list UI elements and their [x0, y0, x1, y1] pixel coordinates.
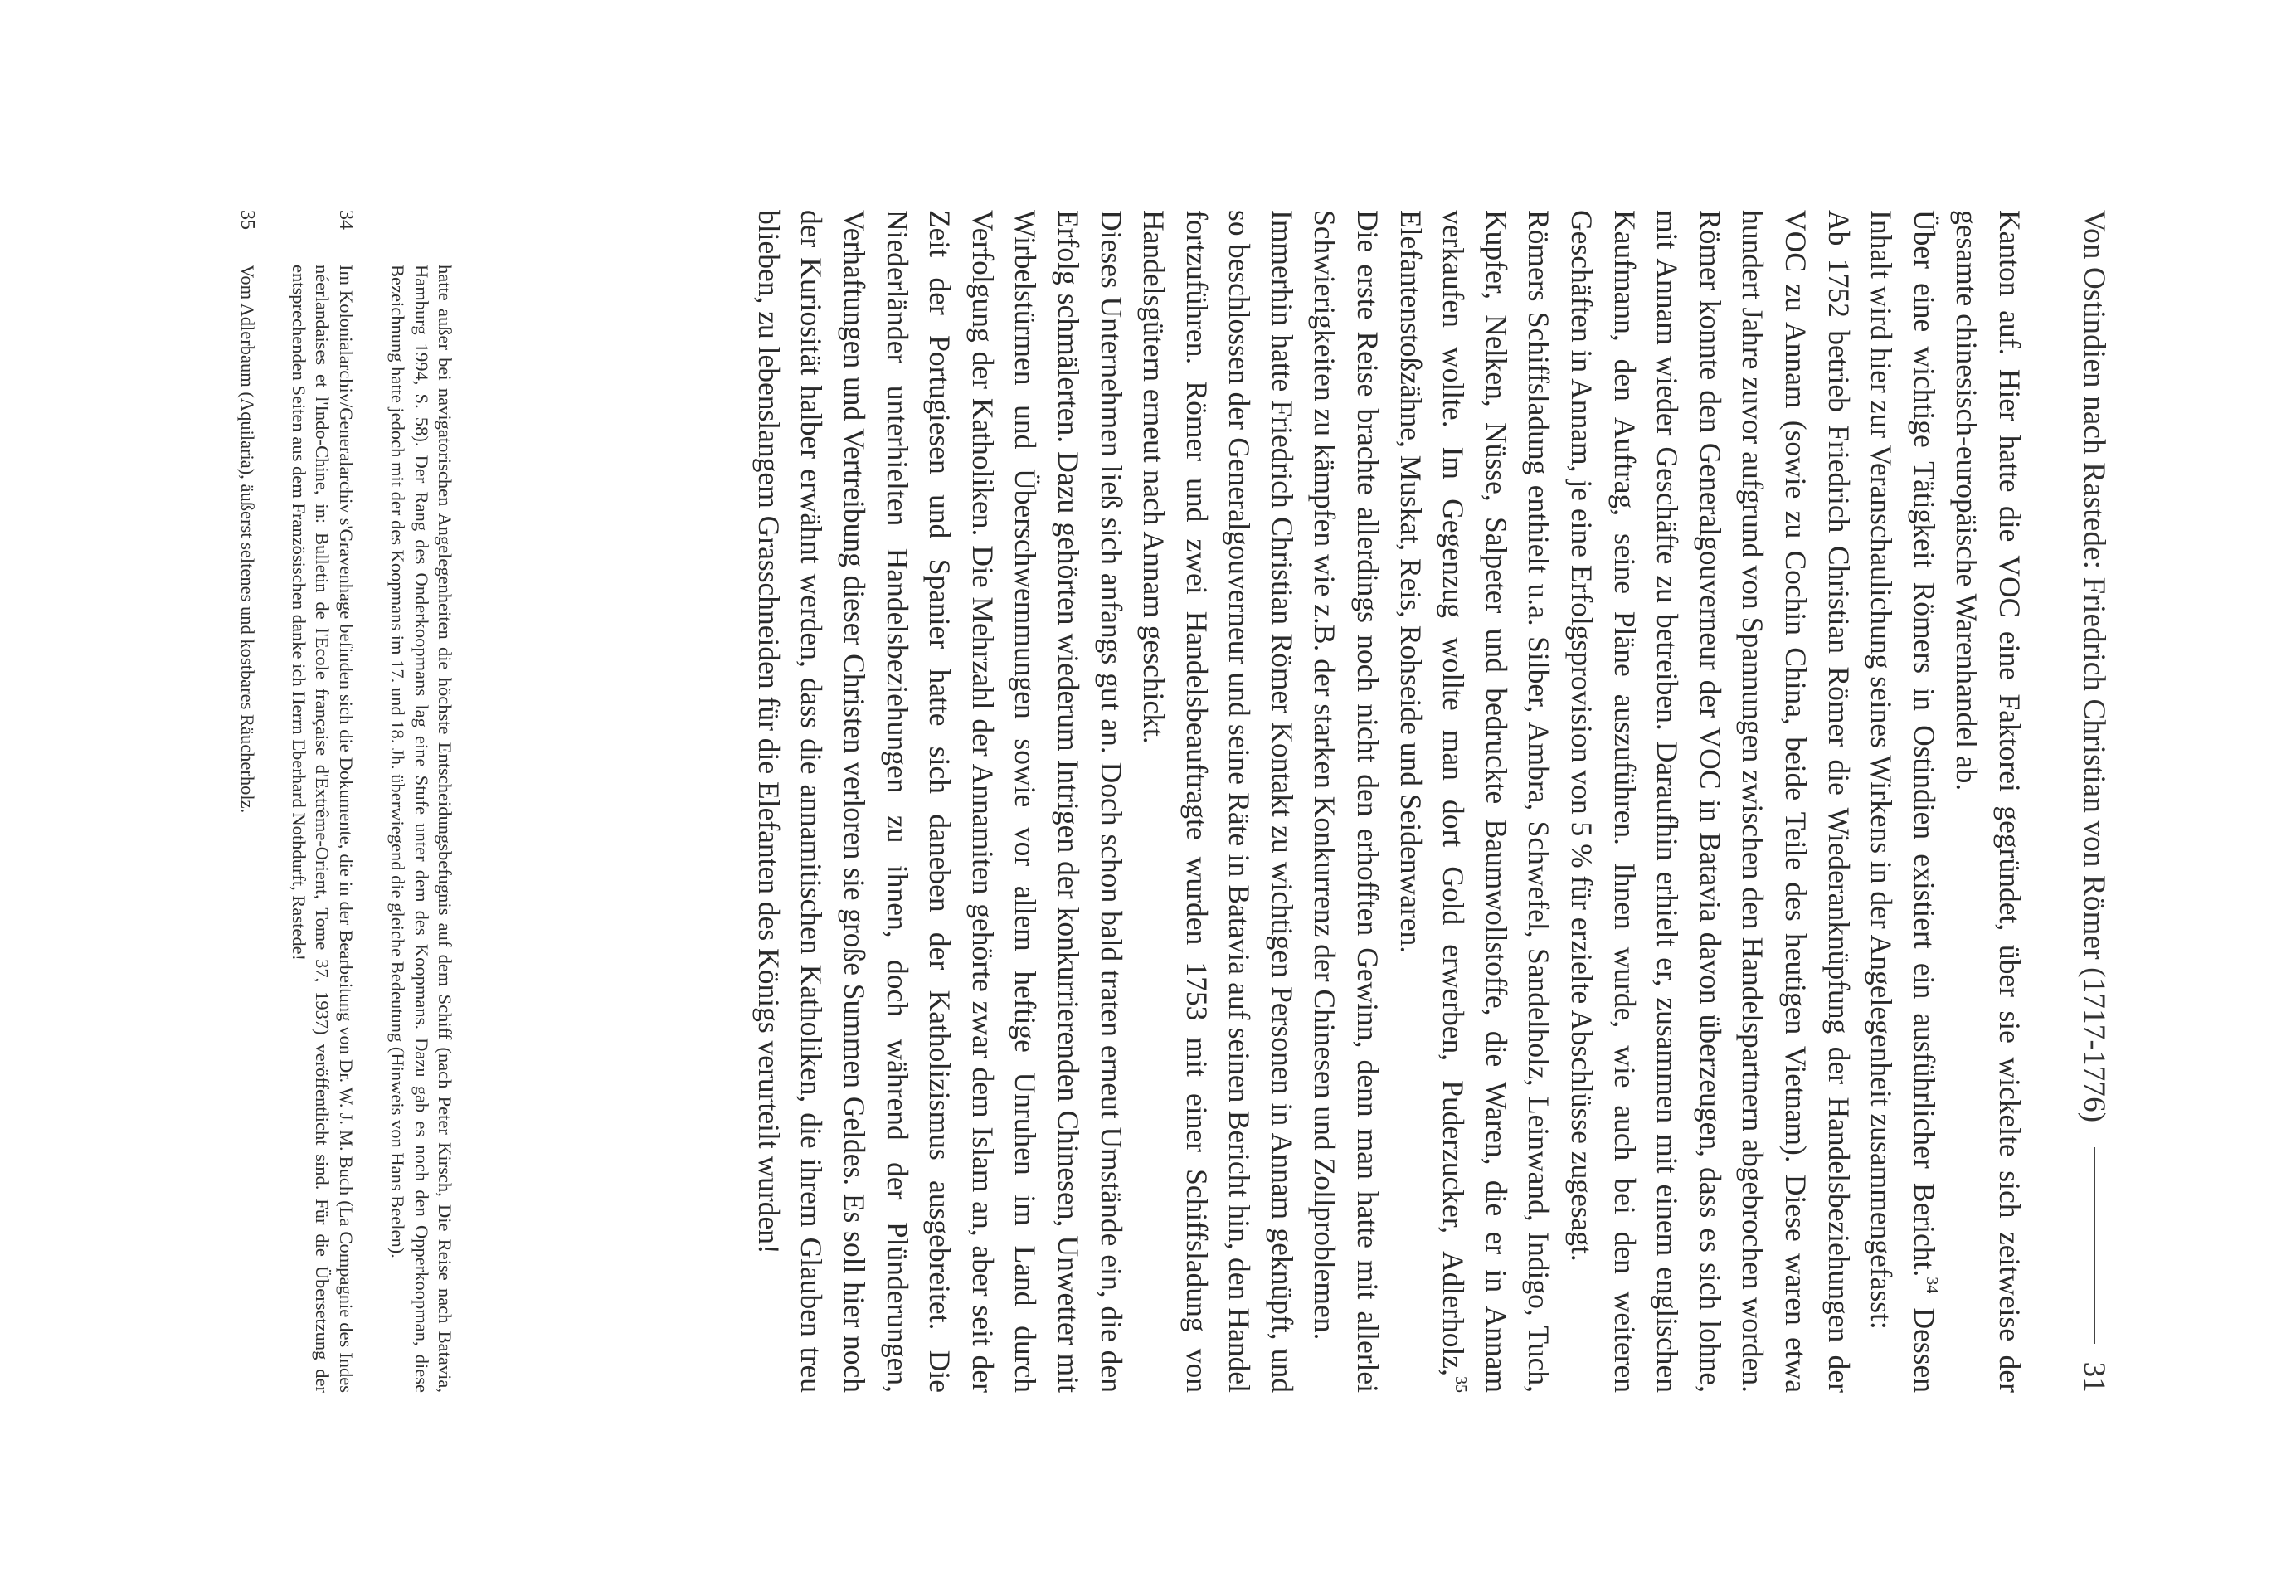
- footnote: [235, 210, 258, 1393]
- running-header: [2069, 210, 2120, 1393]
- footnote-text: hatte außer bei navigatorischen Angelegenheiten die höchste Entscheidungsbefugnis auf dem Schiff (nach Peter Kirsch, Die Reise nach Batavia, Hamburg 1994, S. 58). Der Rang des Onderkoopmans lag eine Stufe unter dem des Koopmans. Dazu gab es noch den Opperkoopman, diese Bezeichnung hatte jedoch mit der des Koopmans im 17. und 18. Jh. überwiegend die gleiche Bedeutung (Hinweis von Hans Beelen).: [387, 265, 455, 1393]
- footnote-number: 34: [334, 210, 357, 230]
- footnote-text: Im Kolonialarchiv/Generalarchiv s'Gravenhage befinden sich die Dokumente, die in der Bearbeitung von Dr. W. J. M. Buch (La Compagnie des Indes néerlandaises et l'Indo-Chine, in: Bulletin de l'Ecole française d'Extrême-Orient, Tome 37, 1937) veröffentlicht sind. Für die Übersetzung der entsprechenden Seiten aus dem Französischen danke ich Herrn Eberhard Nothdurft, Rastede!: [288, 265, 357, 1393]
- paragraph: Immerhin hatte Friedrich Christian Römer Kontakt zu wichtigen Personen in Annam geknüpft, und so beschlossen der Generalgouverneur und seine Räte in Batavia auf seinen Bericht hin, den Handel fortzuführen. Römer und zwei Handelsbeauftragte wurden 1753 mit einer Schiffsladung von Handelsgütern erneut nach Annam geschickt.: [1137, 210, 1299, 1393]
- paragraph: Die erste Reise brachte allerdings noch nicht den erhofften Gewinn, denn man hatte mit allerlei Schwierigkeiten zu kämpfen wie z.B. der starken Konkurrenz der Chinesen und Zollproblemen.: [1308, 210, 1385, 1393]
- paragraph-text: Dessen Inhalt wird hier zur Veranschaulichung seines Wirkens in der Angelegenheit zusammengefasst:: [1865, 210, 1941, 1393]
- footnote: [287, 210, 358, 1393]
- footnotes: [235, 210, 456, 1393]
- paragraph-text: Elefantenstoßzähne, Muskat, Reis, Rohseide und Seidenwaren.: [1394, 210, 1428, 954]
- paragraph: [1389, 210, 1559, 1393]
- running-title: Von Ostindien nach Rastede: Friedrich Christian von Römer (1717-1776): [2077, 210, 2112, 1123]
- paragraph: [1860, 210, 1945, 1393]
- footnote-ref: 35: [1452, 1376, 1471, 1393]
- header-rule: [2094, 1147, 2095, 1343]
- footnote-number: 35: [236, 210, 258, 230]
- page-number: 31: [2077, 1361, 2112, 1393]
- footnote-text: Vom Adlerbaum (Aquilaria), äußerst seltenes und kostbares Räucherholz.: [236, 265, 258, 814]
- paragraph-text: Über eine wichtige Tätigkeit Römers in Ostindien existiert ein ausführlicher Bericht.: [1907, 210, 1941, 1277]
- paragraph: Kanton auf. Hier hatte die VOC eine Faktorei gegründet, über sie wickelte sich zeitweise der gesamte chinesisch-europäische Warenhandel ab.: [1950, 210, 2026, 1393]
- footnote-continuation: [386, 210, 456, 1393]
- paragraph: Ab 1752 betrieb Friedrich Christian Römer die Wiederanknüpfung der Handelsbeziehungen der VOC zu Annam (sowie zu Cochin China, beide Teile des heutigen Vietnam). Diese waren etwa hundert Jahre zuvor aufgrund von Spannungen zwischen den Handelspartnern abgebrochen worden. Römer konnte den Generalgouverneur der VOC in Batavia davon überzeugen, dass es sich lohne, mit Annam wieder Geschäfte zu betreiben. Daraufhin erhielt er, zusammen mit einem englischen Kaufmann, den Auftrag, seine Pläne auszuführen. Ihnen wurde, wie auch bei den weiteren Geschäften in Annam, je eine Erfolgsprovision von 5 % für erzielte Abschlüsse zugesagt.: [1565, 210, 1856, 1393]
- footnote-ref: 34: [1922, 1277, 1941, 1294]
- body-text: [747, 210, 2031, 1393]
- paragraph: Dieses Unternehmen ließ sich anfangs gut an. Doch schon bald traten erneut Umstände ein, die den Erfolg schmälerten. Dazu gehörten wiederum Intrigen der konkurrierenden Chinesen, Unwetter mit Wirbelstürmen und Überschwemmungen sowie vor allem heftige Unruhen im Land durch Verfolgung der Katholiken. Die Mehrzahl der Annamiten gehörte zwar dem Islam an, aber seit der Zeit der Portugiesen und Spanier hatte sich daneben der Katholizismus ausgebreitet. Die Niederländer unterhielten Handelsbeziehungen zu ihnen, doch während der Plünderungen, Verhaftungen und Vertreibung dieser Christen verloren sie große Summen Geldes. Es soll hier noch der Kuriosität halber erwähnt werden, dass die annamitischen Katholiken, die ihrem Glauben treu blieben, zu lebenslangem Grasschneiden für die Elefanten des Königs verurteilt wurden!: [752, 210, 1128, 1393]
- paragraph-text: Römers Schiffsladung enthielt u.a. Silber, Ambra, Schwefel, Sandelholz, Leinwand, Indigo, Tuch, Kupfer, Nelken, Nüsse, Salpeter und bedruckte Baumwollstoffe, die Waren, die er in Annam verkaufen wollte. Im Gegenzug wollte man dort Gold erwerben, Puderzucker, Adlerholz,: [1437, 210, 1556, 1393]
